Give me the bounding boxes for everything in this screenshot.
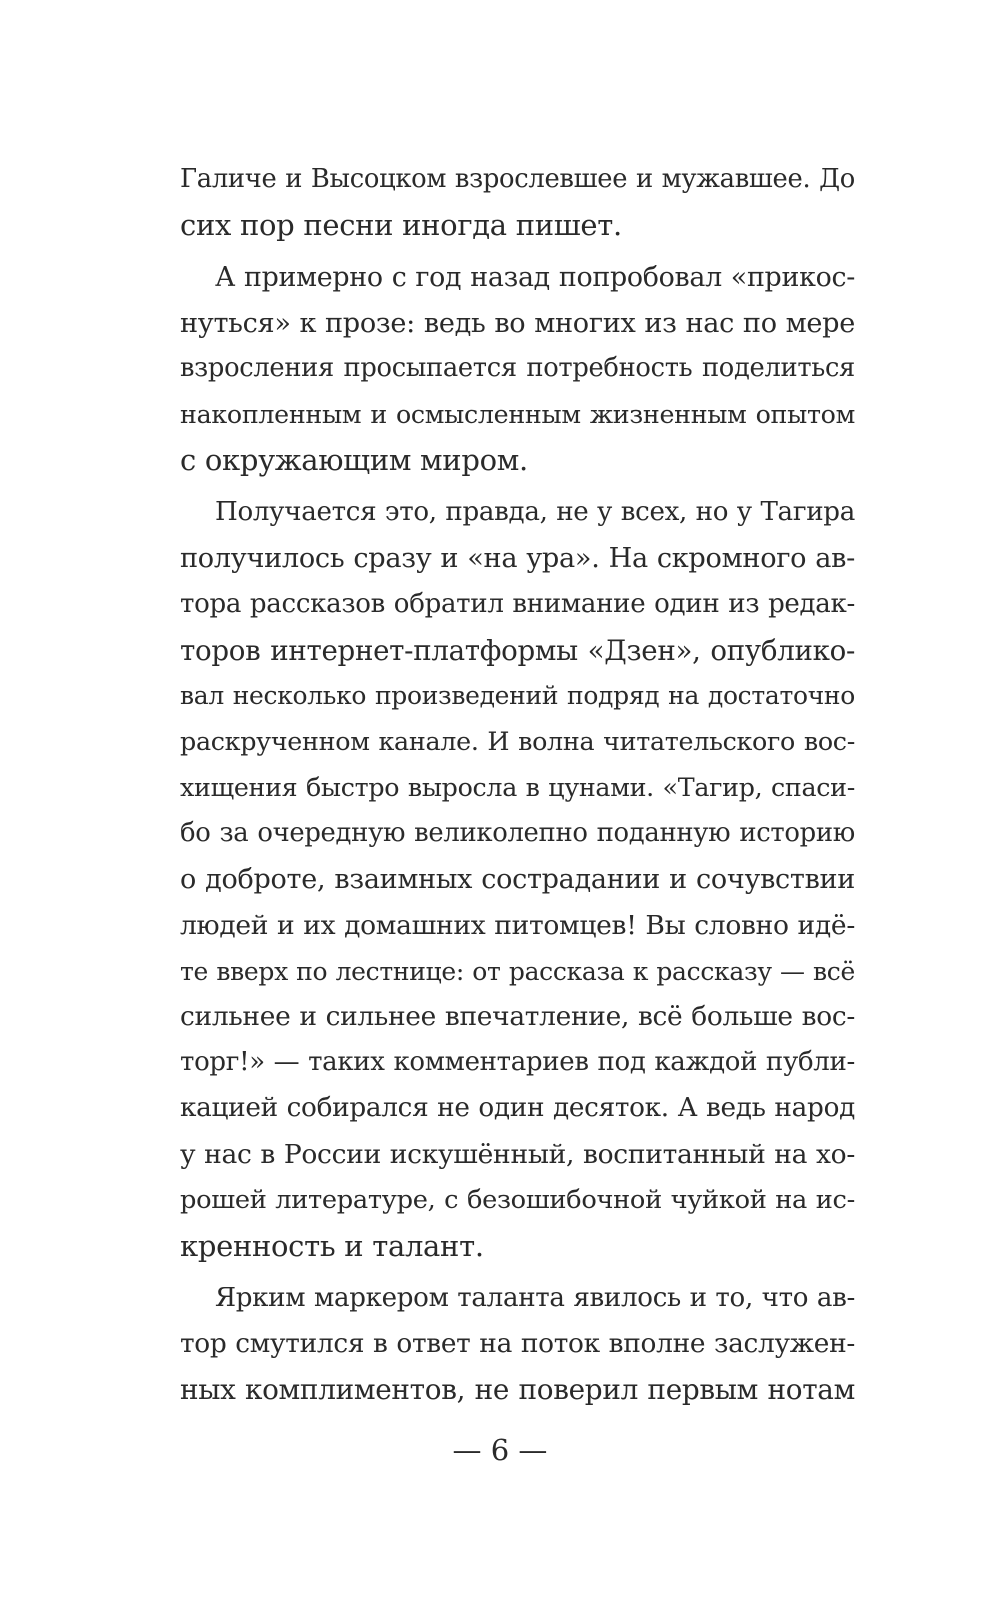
text-line: Получается это, правда, не у всех, но у Тагира bbox=[215, 497, 855, 528]
body-text bbox=[180, 157, 855, 1413]
text-line: Галиче и Высоцком взрослевшее и мужавшее. До bbox=[180, 164, 855, 194]
text-line: раскрученном канале. И волна читательского вос- bbox=[180, 726, 855, 757]
text-line: те вверх по лестнице: от рассказа к рассказу — всё bbox=[180, 956, 855, 986]
text-line: людей и их домашних питомцев! Вы словно идё- bbox=[180, 909, 855, 941]
text-line: рошей литературе, с безошибочной чуйкой на ис- bbox=[180, 1184, 855, 1215]
text-line: получилось сразу и «на ура». На скромного ав- bbox=[180, 542, 855, 574]
text-line: А примерно с год назад попробовал «прикос- bbox=[215, 261, 855, 293]
text-line: накопленным и осмысленным жизненным опытом bbox=[180, 399, 855, 430]
text-line: вал несколько произведений подряд на достаточно bbox=[180, 681, 855, 711]
text-line: у нас в России искушённый, воспитанный на хо- bbox=[180, 1139, 855, 1171]
text-line: о доброте, взаимных сострадании и сочувствии bbox=[180, 863, 855, 895]
paragraph bbox=[180, 157, 855, 249]
text-line: сильнее и сильнее впечатление, всё больше вос- bbox=[180, 1001, 855, 1033]
text-line: Ярким маркером таланта явилось и то, что ав- bbox=[215, 1282, 855, 1313]
text-line: бо за очередную великолепно поданную историю bbox=[180, 818, 855, 849]
page-number: — 6 — bbox=[452, 1433, 548, 1467]
text-line: ных комплиментов, не поверил первым нотам bbox=[180, 1373, 855, 1407]
text-line: сих пор песни иногда пишет. bbox=[180, 207, 622, 242]
text-line: взросления просыпается потребность поделиться bbox=[180, 353, 855, 384]
text-line: торов интернет-платформы «Дзен», опублико- bbox=[180, 633, 855, 667]
text-line: торг!» — таких комментариев под каждой публи- bbox=[180, 1047, 855, 1078]
text-line: тора рассказов обратил внимание один из редак- bbox=[180, 588, 855, 619]
text-line: тор смутился в ответ на поток вполне заслужен- bbox=[180, 1328, 855, 1360]
paragraph bbox=[180, 255, 855, 484]
text-line: хищения быстро выросла в цунами. «Тагир, спаси- bbox=[180, 772, 855, 803]
paragraph bbox=[180, 1276, 855, 1414]
paragraph bbox=[180, 490, 855, 1270]
text-line: кацией собирался не один десяток. А ведь народ bbox=[180, 1093, 855, 1124]
text-line: нуться» к прозе: ведь во многих из нас по мере bbox=[180, 307, 855, 339]
text-line: с окружающим миром. bbox=[180, 443, 528, 478]
text-line: кренность и талант. bbox=[180, 1228, 484, 1263]
